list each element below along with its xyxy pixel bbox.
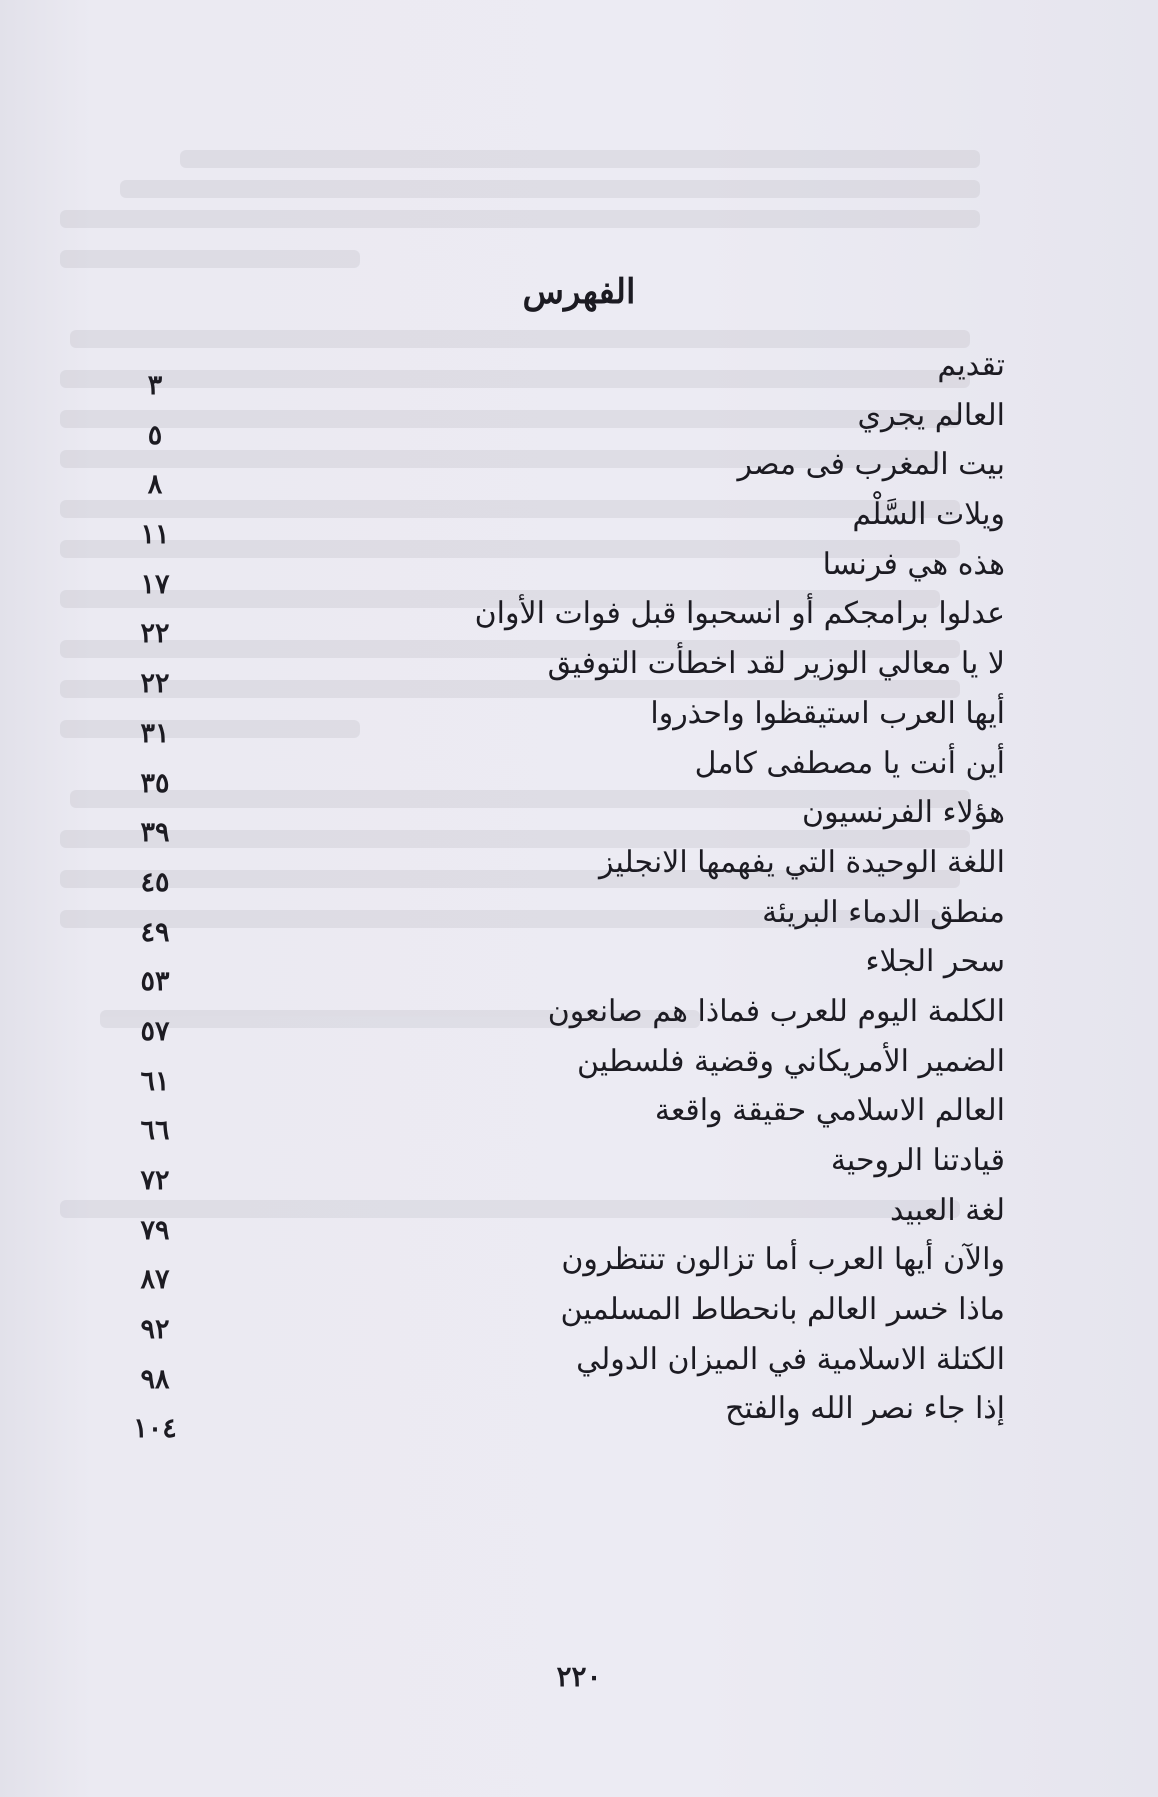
toc-entry-title: إذا جاء نصر الله والفتح [725,1391,1005,1427]
toc-entry-title: لغة العبيد [889,1192,1005,1228]
toc-entry [120,1391,1005,1463]
toc-entry-title: عدلوا برامجكم أو انسحبوا قبل فوات الأوان [474,596,1005,632]
toc-entry-page: ٩٢ [140,1314,170,1346]
toc-entry-title: أين أنت يا مصطفى كامل [694,745,1005,781]
page-title: الفهرس [522,272,636,312]
toc-entry-page: ٩٨ [140,1363,170,1395]
toc-entry-page: ١٧ [140,568,170,600]
toc-entry-title: بيت المغرب فى مصر [737,447,1005,483]
toc-entry-page: ٦٦ [140,1115,170,1147]
toc-entry-page: ٨٧ [140,1264,170,1296]
toc-entry-page: ٢٢ [140,668,170,700]
toc-entry-title: العالم يجري [857,397,1005,433]
toc-entry-title: تقديم [937,348,1005,383]
toc-entry-page: ١١ [140,519,170,551]
toc-entry-title: قيادتنا الروحية [830,1143,1005,1178]
toc-entry-page: ٣٩ [140,817,170,849]
toc-entry-page: ٧٢ [140,1165,170,1196]
page-number: ٢٢٠ [556,1660,602,1693]
toc-entry-title: ماذا خسر العالم بانحطاط المسلمين [560,1292,1005,1328]
toc-entry-title: الكلمة اليوم للعرب فماذا هم صانعون [547,993,1005,1029]
toc-entry-title: العالم الاسلامي حقيقة واقعة [654,1093,1005,1129]
toc-entry-title: والآن أيها العرب أما تزالون تنتظرون [561,1242,1005,1278]
toc-entry-title: الضمير الأمريكاني وقضية فلسطين [576,1043,1005,1079]
toc-entry-page: ٣١ [140,717,170,749]
toc-entry-title: هذه هي فرنسا [822,546,1005,582]
toc-entry-title: لا يا معالي الوزير لقد اخطأت التوفيق [547,646,1005,682]
toc-entry-page: ٢٢ [140,618,170,650]
toc-entry-title: هؤلاء الفرنسيون [802,795,1005,831]
toc-entry-page: ٥ [147,419,163,451]
toc-entry-page: ٣٥ [140,767,170,799]
toc-entry [120,1143,1005,1215]
toc-entry-page: ١٠٤ [133,1413,177,1445]
toc-entry-page: ٤٩ [140,916,170,948]
toc-entry-title: الكتلة الاسلامية في الميزان الدولي [576,1341,1005,1377]
table-of-contents [120,348,1005,1463]
toc-entry-page: ٤٥ [140,866,170,898]
toc-entry-title: سحر الجلاء [865,944,1005,980]
toc-entry-page: ٥٣ [140,966,170,998]
toc-entry-page: ٣ [147,370,163,401]
toc-entry-title: اللغة الوحيدة التي يفهمها الانجليز [598,844,1005,880]
toc-entry-page: ٦١ [140,1065,170,1097]
toc-entry-title: أيها العرب استيقظوا واحذروا [650,695,1005,731]
toc-entry-page: ٥٧ [140,1015,170,1047]
toc-entry-title: منطق الدماء البريئة [762,894,1005,930]
toc-entry-title: ويلات السَّلْم [852,497,1005,533]
toc-entry-page: ٧٩ [140,1214,170,1246]
toc-entry-page: ٨ [147,469,163,501]
